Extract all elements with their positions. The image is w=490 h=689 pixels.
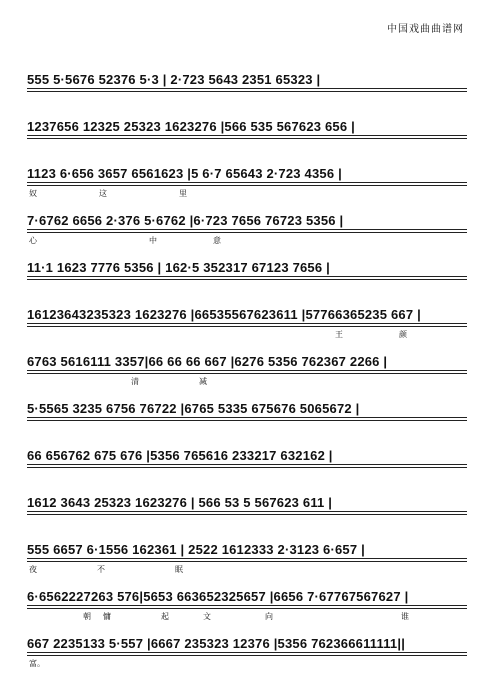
lyric-char: 向 [265,612,273,621]
lyric-char: 不 [97,565,105,574]
score-line [27,485,467,532]
beam-underline [27,561,467,563]
lyric-char: 里 [179,189,187,198]
beam-underline [27,558,467,560]
beam-underline [27,652,467,654]
beam-underline [27,229,467,231]
score-line [27,250,467,297]
lyric-char: 中 [149,236,157,245]
lyric-char: 夜 [29,565,37,574]
beam-underline [27,655,467,657]
beam-underline [27,88,467,90]
beam-underline [27,135,467,137]
score-line [27,626,467,673]
lyric-char: 颜 [399,330,407,339]
score-line [27,156,467,203]
notation-text: 6·6562227263 576|5653 663652325657 |6656 7·67767567627 | [27,589,409,604]
lyric-char: 慵 [103,612,111,621]
notation-text: 667 2235133 5·557 |6667 235323 12376 |5356 762366611111|| [27,636,406,651]
lyric-char: 意 [213,236,221,245]
jianpu-score [27,62,467,673]
notation-text: 555 5·5676 52376 5·3 | 2·723 5643 2351 65323 | [27,72,321,87]
score-line [27,532,467,579]
site-watermark: 中国戏曲曲谱网 [387,24,464,35]
score-line [27,109,467,156]
beam-underline [27,326,467,328]
lyric-char: 减 [199,377,207,386]
score-line [27,203,467,250]
lyric-char: 眠 [175,565,183,574]
beam-underline [27,185,467,187]
beam-underline [27,420,467,422]
notation-text: 1237656 12325 25323 1623276 |566 535 567623 656 | [27,119,355,134]
beam-underline [27,514,467,516]
notation-text: 555 6657 6·1556 162361 | 2522 1612333 2·3123 6·657 | [27,542,365,557]
score-line [27,391,467,438]
beam-underline [27,370,467,372]
lyric-char: 这 [99,189,107,198]
lyric-char: 朝 [83,612,91,621]
notation-text: 1612 3643 25323 1623276 | 566 53 5 567623 611 | [27,495,333,510]
lyric-char: 奴 [29,189,37,198]
lyric-char: 文 [203,612,211,621]
score-line [27,579,467,626]
score-line [27,62,467,109]
lyric-char: 王 [335,330,343,339]
beam-underline [27,373,467,375]
notation-text: 66 656762 675 676 |5356 765616 233217 632162 | [27,448,333,463]
notation-text: 6763 5616111 3357|66 66 66 667 |6276 5356 762367 2266 | [27,354,388,369]
notation-text: 16123643235323 1623276 |66535567623611 |57766365235 667 | [27,307,421,322]
score-line [27,297,467,344]
notation-text: 5·5565 3235 6756 76722 |6765 5335 675676 5065672 | [27,401,360,416]
lyric-char: 清 [131,377,139,386]
beam-underline [27,232,467,234]
beam-underline [27,276,467,278]
score-line [27,438,467,485]
notation-text: 1123 6·656 3657 6561623 |5 6·7 65643 2·723 4356 | [27,166,342,181]
beam-underline [27,605,467,607]
beam-underline [27,182,467,184]
lyric-char: 起 [161,612,169,621]
notation-text: 7·6762 6656 2·376 5·6762 |6·723 7656 76723 5356 | [27,213,344,228]
beam-underline [27,91,467,93]
beam-underline [27,608,467,610]
score-line [27,344,467,391]
beam-underline [27,467,467,469]
lyric-char: 富。 [29,659,45,668]
beam-underline [27,511,467,513]
beam-underline [27,464,467,466]
lyric-char: 心 [29,236,37,245]
beam-underline [27,279,467,281]
notation-text: 11·1 1623 7776 5356 | 162·5 352317 67123 7656 | [27,260,330,275]
beam-underline [27,323,467,325]
beam-underline [27,138,467,140]
beam-underline [27,417,467,419]
lyric-char: 谁 [401,612,409,621]
